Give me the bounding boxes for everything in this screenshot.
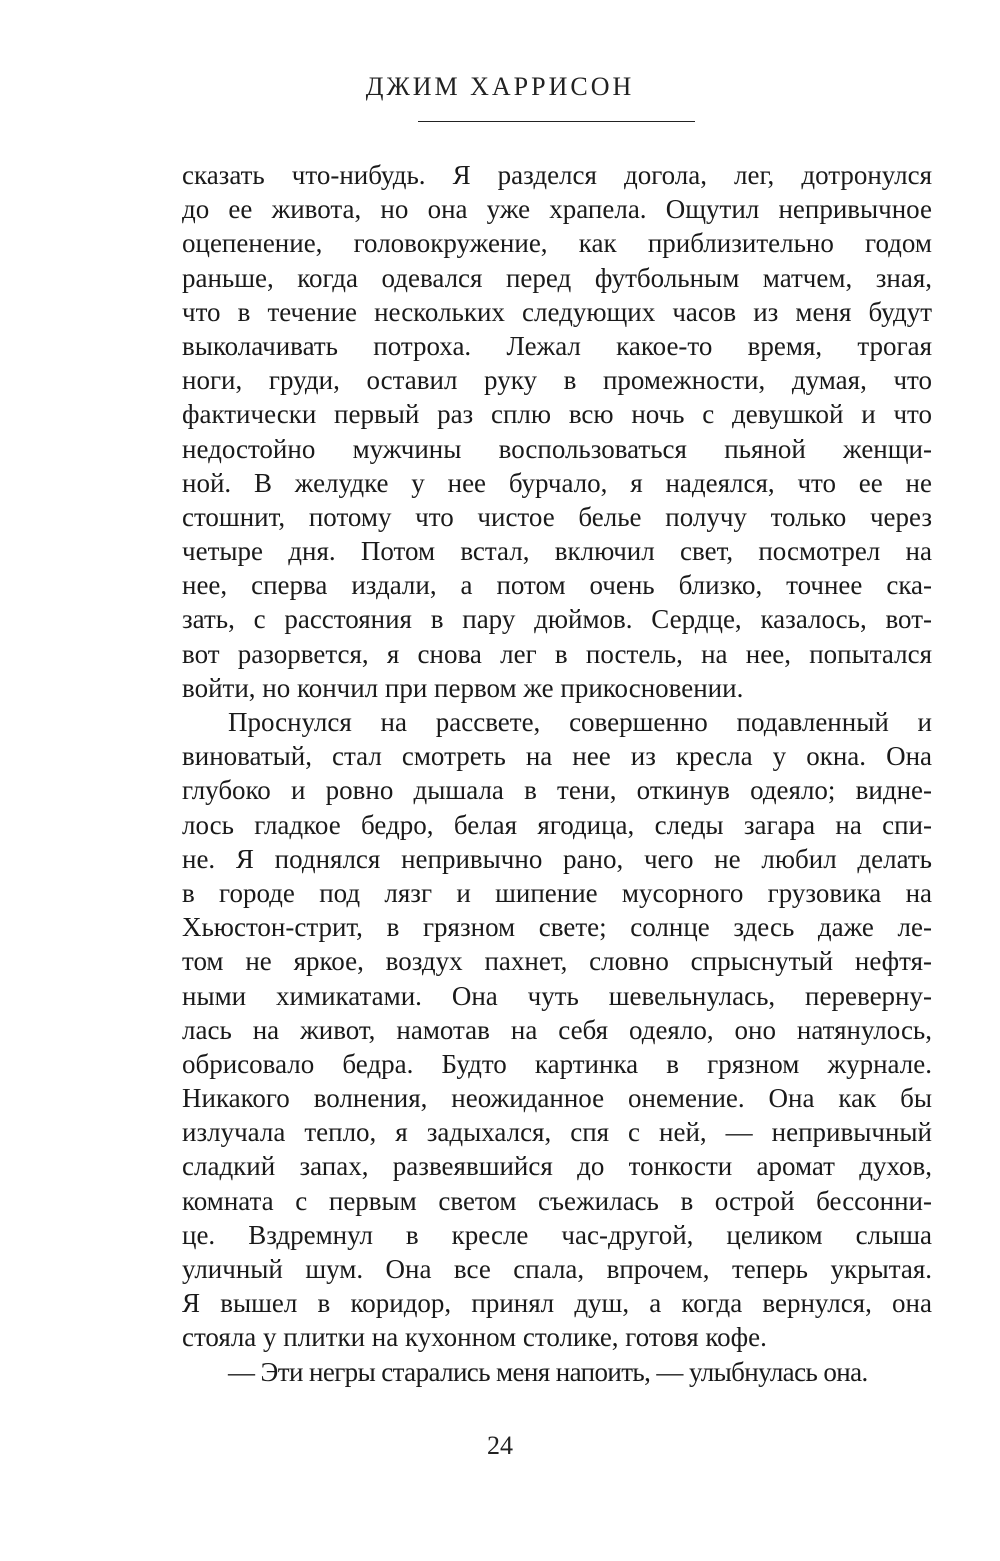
page-number: 24 bbox=[487, 1431, 513, 1460]
text-line: обрисовало бедра. Будто картинка в грязном журнале. bbox=[182, 1048, 932, 1079]
paragraph-3 bbox=[182, 1355, 932, 1389]
text-line: зать, с расстояния в пару дюймов. Сердце, казалось, вот- bbox=[182, 604, 932, 635]
text-line: Хьюстон-стрит, в грязном свете; солнце здесь даже ле- bbox=[182, 912, 932, 943]
text-line: оцепенение, головокружение, как приблизительно годом bbox=[182, 228, 932, 259]
text-line: ными химикатами. Она чуть шевельнулась, переверну- bbox=[182, 980, 932, 1011]
text-line: комната с первым светом съежилась в острой бессонни- bbox=[182, 1185, 932, 1216]
text-line: четыре дня. Потом встал, включил свет, посмотрел на bbox=[182, 536, 932, 567]
text-line: сказать что-нибудь. Я разделся догола, лег, дотронулся bbox=[182, 160, 932, 190]
text-line: войти, но кончил при первом же прикосновении. bbox=[182, 672, 744, 703]
text-line: лось гладкое бедро, белая ягодица, следы загара на спи- bbox=[182, 809, 932, 840]
text-line: Никакого волнения, неожиданное онемение. Она как бы bbox=[182, 1083, 932, 1114]
text-line: глубоко и ровно дышала в тени, откинув одеяло; видне- bbox=[182, 775, 932, 806]
text-line: ноги, груди, оставил руку в промежности, думая, что bbox=[182, 365, 932, 396]
text-line: стошнит, потому что чистое белье получу только через bbox=[182, 501, 932, 532]
text-line: сладкий запах, развеявшийся до тонкости аромат духов, bbox=[182, 1151, 932, 1182]
body-text bbox=[182, 158, 932, 1389]
text-line: Я вышел в коридор, принял душ, а когда вернулся, она bbox=[182, 1288, 932, 1319]
text-line: фактически первый раз сплю всю ночь с девушкой и что bbox=[182, 399, 932, 430]
text-line: том не яркое, воздух пахнет, словно спрыснутый нефтя- bbox=[182, 946, 932, 977]
text-line: уличный шум. Она все спала, впрочем, теперь укрытая. bbox=[182, 1254, 932, 1284]
text-line: це. Вздремнул в кресле час-другой, целиком слыша bbox=[182, 1219, 932, 1250]
text-line: выколачивать потроха. Лежал какое-то время, трогая bbox=[182, 330, 932, 361]
text-line: недостойно мужчины воспользоваться пьяной женщи- bbox=[182, 433, 932, 464]
text-line: стояла у плитки на кухонном столике, готовя кофе. bbox=[182, 1322, 767, 1353]
text-line: виноватый, стал смотреть на нее из кресла у окна. Она bbox=[182, 741, 932, 772]
text-line: Проснулся на рассвете, совершенно подавленный и bbox=[228, 707, 932, 737]
dialogue-line: — Эти негры старались меня напоить, — улыбнулась она. bbox=[228, 1356, 868, 1387]
paragraph-2 bbox=[182, 705, 932, 1355]
text-line: излучала тепло, я задыхался, спя с ней, — непривычный bbox=[182, 1117, 932, 1148]
text-line: раньше, когда одевался перед футбольным матчем, зная, bbox=[182, 262, 932, 293]
text-line: ной. В желудке у нее бурчало, я надеялся, что ее не bbox=[182, 467, 932, 498]
text-line: не. Я поднялся непривычно рано, чего не любил делать bbox=[182, 843, 932, 874]
text-line: что в течение нескольких следующих часов из меня будут bbox=[182, 296, 932, 327]
header-rule bbox=[418, 121, 695, 122]
text-line: нее, сперва издали, а потом очень близко, точнее ска- bbox=[182, 570, 932, 601]
text-line: в городе под лязг и шипение мусорного грузовика на bbox=[182, 877, 932, 908]
running-title: ДЖИМ ХАРРИСОН bbox=[365, 72, 635, 101]
text-line: до ее живота, но она уже храпела. Ощутил непривычное bbox=[182, 194, 932, 225]
text-line: лась на живот, намотав на себя одеяло, оно натянулось, bbox=[182, 1014, 932, 1045]
text-line: вот разорвется, я снова лег в постель, на нее, попытался bbox=[182, 638, 932, 669]
paragraph-1 bbox=[182, 158, 932, 705]
